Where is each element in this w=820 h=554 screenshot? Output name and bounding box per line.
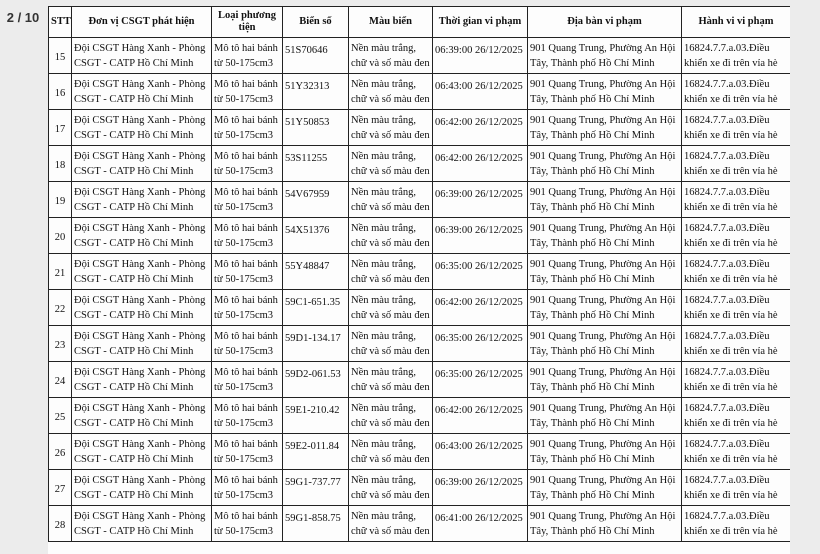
- plate-cell: 59E1-210.42: [283, 398, 349, 434]
- stt-cell: 26: [49, 434, 72, 470]
- plate-cell: 51Y32313: [283, 74, 349, 110]
- location-cell: 901 Quang Trung, Phường An Hội Tây, Thành phố Hồ Chí Minh: [528, 146, 682, 182]
- location-cell: 901 Quang Trung, Phường An Hội Tây, Thành phố Hồ Chí Minh: [528, 506, 682, 542]
- unit-cell: Đội CSGT Hàng Xanh - Phòng CSGT - CATP Hồ Chí Minh: [72, 398, 212, 434]
- plate-color-cell: Nền màu trắng, chữ và số màu đen: [349, 38, 433, 74]
- table-row: [49, 398, 791, 434]
- plate-color-cell: Nền màu trắng, chữ và số màu đen: [349, 218, 433, 254]
- time-cell: 06:42:00 26/12/2025: [433, 146, 528, 182]
- unit-cell: Đội CSGT Hàng Xanh - Phòng CSGT - CATP Hồ Chí Minh: [72, 110, 212, 146]
- header-time: Thời gian vi phạm: [433, 7, 528, 38]
- vehicle-cell: Mô tô hai bánh từ 50-175cm3: [212, 218, 283, 254]
- table-row: [49, 290, 791, 326]
- unit-cell: Đội CSGT Hàng Xanh - Phòng CSGT - CATP Hồ Chí Minh: [72, 74, 212, 110]
- time-cell: 06:39:00 26/12/2025: [433, 470, 528, 506]
- location-cell: 901 Quang Trung, Phường An Hội Tây, Thành phố Hồ Chí Minh: [528, 470, 682, 506]
- unit-cell: Đội CSGT Hàng Xanh - Phòng CSGT - CATP Hồ Chí Minh: [72, 470, 212, 506]
- stt-cell: 16: [49, 74, 72, 110]
- plate-color-cell: Nền màu trắng, chữ và số màu đen: [349, 146, 433, 182]
- plate-color-cell: Nền màu trắng, chữ và số màu đen: [349, 506, 433, 542]
- location-cell: 901 Quang Trung, Phường An Hội Tây, Thành phố Hồ Chí Minh: [528, 326, 682, 362]
- unit-cell: Đội CSGT Hàng Xanh - Phòng CSGT - CATP Hồ Chí Minh: [72, 290, 212, 326]
- stt-cell: 21: [49, 254, 72, 290]
- vehicle-cell: Mô tô hai bánh từ 50-175cm3: [212, 110, 283, 146]
- table-row: [49, 218, 791, 254]
- plate-cell: 54X51376: [283, 218, 349, 254]
- unit-cell: Đội CSGT Hàng Xanh - Phòng CSGT - CATP Hồ Chí Minh: [72, 218, 212, 254]
- plate-cell: 59C1-651.35: [283, 290, 349, 326]
- stt-cell: 28: [49, 506, 72, 542]
- time-cell: 06:35:00 26/12/2025: [433, 254, 528, 290]
- vehicle-cell: Mô tô hai bánh từ 50-175cm3: [212, 506, 283, 542]
- location-cell: 901 Quang Trung, Phường An Hội Tây, Thành phố Hồ Chí Minh: [528, 362, 682, 398]
- plate-color-cell: Nền màu trắng, chữ và số màu đen: [349, 470, 433, 506]
- vehicle-cell: Mô tô hai bánh từ 50-175cm3: [212, 254, 283, 290]
- vehicle-cell: Mô tô hai bánh từ 50-175cm3: [212, 470, 283, 506]
- header-plate-color: Màu biển: [349, 7, 433, 38]
- violation-cell: 16824.7.7.a.03.Điều khiển xe đi trên vỉa hè: [682, 470, 791, 506]
- time-cell: 06:43:00 26/12/2025: [433, 74, 528, 110]
- table-row: [49, 470, 791, 506]
- violation-cell: 16824.7.7.a.03.Điều khiển xe đi trên vỉa hè: [682, 326, 791, 362]
- location-cell: 901 Quang Trung, Phường An Hội Tây, Thành phố Hồ Chí Minh: [528, 38, 682, 74]
- violation-cell: 16824.7.7.a.03.Điều khiển xe đi trên vỉa hè: [682, 290, 791, 326]
- table-body: [49, 38, 791, 542]
- stt-cell: 20: [49, 218, 72, 254]
- plate-cell: 55Y48847: [283, 254, 349, 290]
- table-row: [49, 326, 791, 362]
- header-unit: Đơn vị CSGT phát hiện: [72, 7, 212, 38]
- time-cell: 06:43:00 26/12/2025: [433, 434, 528, 470]
- plate-color-cell: Nền màu trắng, chữ và số màu đen: [349, 326, 433, 362]
- time-cell: 06:35:00 26/12/2025: [433, 326, 528, 362]
- location-cell: 901 Quang Trung, Phường An Hội Tây, Thành phố Hồ Chí Minh: [528, 290, 682, 326]
- plate-color-cell: Nền màu trắng, chữ và số màu đen: [349, 434, 433, 470]
- table-row: [49, 146, 791, 182]
- violation-cell: 16824.7.7.a.03.Điều khiển xe đi trên vỉa hè: [682, 74, 791, 110]
- violation-cell: 16824.7.7.a.03.Điều khiển xe đi trên vỉa hè: [682, 182, 791, 218]
- vehicle-cell: Mô tô hai bánh từ 50-175cm3: [212, 326, 283, 362]
- stt-cell: 19: [49, 182, 72, 218]
- unit-cell: Đội CSGT Hàng Xanh - Phòng CSGT - CATP Hồ Chí Minh: [72, 434, 212, 470]
- vehicle-cell: Mô tô hai bánh từ 50-175cm3: [212, 146, 283, 182]
- time-cell: 06:42:00 26/12/2025: [433, 110, 528, 146]
- page-indicator: 2 / 10: [6, 10, 40, 25]
- violation-cell: 16824.7.7.a.03.Điều khiển xe đi trên vỉa hè: [682, 434, 791, 470]
- stt-cell: 15: [49, 38, 72, 74]
- table-row: [49, 254, 791, 290]
- table-row: [49, 110, 791, 146]
- plate-cell: 59G1-858.75: [283, 506, 349, 542]
- location-cell: 901 Quang Trung, Phường An Hội Tây, Thành phố Hồ Chí Minh: [528, 182, 682, 218]
- plate-cell: 54V67959: [283, 182, 349, 218]
- location-cell: 901 Quang Trung, Phường An Hội Tây, Thành phố Hồ Chí Minh: [528, 434, 682, 470]
- plate-cell: 53S11255: [283, 146, 349, 182]
- header-vehicle: Loại phương tiện: [212, 7, 283, 38]
- violation-cell: 16824.7.7.a.03.Điều khiển xe đi trên vỉa hè: [682, 218, 791, 254]
- location-cell: 901 Quang Trung, Phường An Hội Tây, Thành phố Hồ Chí Minh: [528, 74, 682, 110]
- vehicle-cell: Mô tô hai bánh từ 50-175cm3: [212, 290, 283, 326]
- time-cell: 06:39:00 26/12/2025: [433, 182, 528, 218]
- location-cell: 901 Quang Trung, Phường An Hội Tây, Thành phố Hồ Chí Minh: [528, 398, 682, 434]
- plate-color-cell: Nền màu trắng, chữ và số màu đen: [349, 182, 433, 218]
- unit-cell: Đội CSGT Hàng Xanh - Phòng CSGT - CATP Hồ Chí Minh: [72, 362, 212, 398]
- plate-color-cell: Nền màu trắng, chữ và số màu đen: [349, 398, 433, 434]
- time-cell: 06:41:00 26/12/2025: [433, 506, 528, 542]
- violation-cell: 16824.7.7.a.03.Điều khiển xe đi trên vỉa hè: [682, 38, 791, 74]
- stt-cell: 24: [49, 362, 72, 398]
- unit-cell: Đội CSGT Hàng Xanh - Phòng CSGT - CATP Hồ Chí Minh: [72, 146, 212, 182]
- stt-cell: 27: [49, 470, 72, 506]
- stt-cell: 22: [49, 290, 72, 326]
- violations-table: [48, 6, 790, 542]
- table-row: [49, 38, 791, 74]
- plate-cell: 59D1-134.17: [283, 326, 349, 362]
- stt-cell: 25: [49, 398, 72, 434]
- table-row: [49, 74, 791, 110]
- location-cell: 901 Quang Trung, Phường An Hội Tây, Thành phố Hồ Chí Minh: [528, 254, 682, 290]
- table-row: [49, 434, 791, 470]
- location-cell: 901 Quang Trung, Phường An Hội Tây, Thành phố Hồ Chí Minh: [528, 110, 682, 146]
- plate-color-cell: Nền màu trắng, chữ và số màu đen: [349, 254, 433, 290]
- unit-cell: Đội CSGT Hàng Xanh - Phòng CSGT - CATP Hồ Chí Minh: [72, 506, 212, 542]
- vehicle-cell: Mô tô hai bánh từ 50-175cm3: [212, 182, 283, 218]
- location-cell: 901 Quang Trung, Phường An Hội Tây, Thành phố Hồ Chí Minh: [528, 218, 682, 254]
- vehicle-cell: Mô tô hai bánh từ 50-175cm3: [212, 74, 283, 110]
- plate-cell: 59E2-011.84: [283, 434, 349, 470]
- vehicle-cell: Mô tô hai bánh từ 50-175cm3: [212, 398, 283, 434]
- header-violation: Hành vi vi phạm: [682, 7, 791, 38]
- plate-cell: 59G1-737.77: [283, 470, 349, 506]
- unit-cell: Đội CSGT Hàng Xanh - Phòng CSGT - CATP Hồ Chí Minh: [72, 182, 212, 218]
- vehicle-cell: Mô tô hai bánh từ 50-175cm3: [212, 434, 283, 470]
- stt-cell: 23: [49, 326, 72, 362]
- unit-cell: Đội CSGT Hàng Xanh - Phòng CSGT - CATP Hồ Chí Minh: [72, 38, 212, 74]
- time-cell: 06:42:00 26/12/2025: [433, 398, 528, 434]
- violation-cell: 16824.7.7.a.03.Điều khiển xe đi trên vỉa hè: [682, 146, 791, 182]
- table-row: [49, 506, 791, 542]
- time-cell: 06:39:00 26/12/2025: [433, 218, 528, 254]
- vehicle-cell: Mô tô hai bánh từ 50-175cm3: [212, 38, 283, 74]
- violation-cell: 16824.7.7.a.03.Điều khiển xe đi trên vỉa hè: [682, 254, 791, 290]
- plate-cell: 59D2-061.53: [283, 362, 349, 398]
- table-row: [49, 182, 791, 218]
- header-plate: Biển số: [283, 7, 349, 38]
- violation-cell: 16824.7.7.a.03.Điều khiển xe đi trên vỉa hè: [682, 362, 791, 398]
- header-location: Địa bàn vi phạm: [528, 7, 682, 38]
- time-cell: 06:42:00 26/12/2025: [433, 290, 528, 326]
- violation-cell: 16824.7.7.a.03.Điều khiển xe đi trên vỉa hè: [682, 398, 791, 434]
- time-cell: 06:39:00 26/12/2025: [433, 38, 528, 74]
- stt-cell: 17: [49, 110, 72, 146]
- violation-cell: 16824.7.7.a.03.Điều khiển xe đi trên vỉa hè: [682, 110, 791, 146]
- vehicle-cell: Mô tô hai bánh từ 50-175cm3: [212, 362, 283, 398]
- unit-cell: Đội CSGT Hàng Xanh - Phòng CSGT - CATP Hồ Chí Minh: [72, 326, 212, 362]
- plate-color-cell: Nền màu trắng, chữ và số màu đen: [349, 362, 433, 398]
- table-header-row: [49, 7, 791, 38]
- stt-cell: 18: [49, 146, 72, 182]
- plate-color-cell: Nền màu trắng, chữ và số màu đen: [349, 74, 433, 110]
- time-cell: 06:35:00 26/12/2025: [433, 362, 528, 398]
- plate-cell: 51S70646: [283, 38, 349, 74]
- document-page: [48, 6, 790, 554]
- table-row: [49, 362, 791, 398]
- plate-color-cell: Nền màu trắng, chữ và số màu đen: [349, 110, 433, 146]
- plate-cell: 51Y50853: [283, 110, 349, 146]
- header-stt: STT: [49, 7, 72, 38]
- unit-cell: Đội CSGT Hàng Xanh - Phòng CSGT - CATP Hồ Chí Minh: [72, 254, 212, 290]
- plate-color-cell: Nền màu trắng, chữ và số màu đen: [349, 290, 433, 326]
- violation-cell: 16824.7.7.a.03.Điều khiển xe đi trên vỉa hè: [682, 506, 791, 542]
